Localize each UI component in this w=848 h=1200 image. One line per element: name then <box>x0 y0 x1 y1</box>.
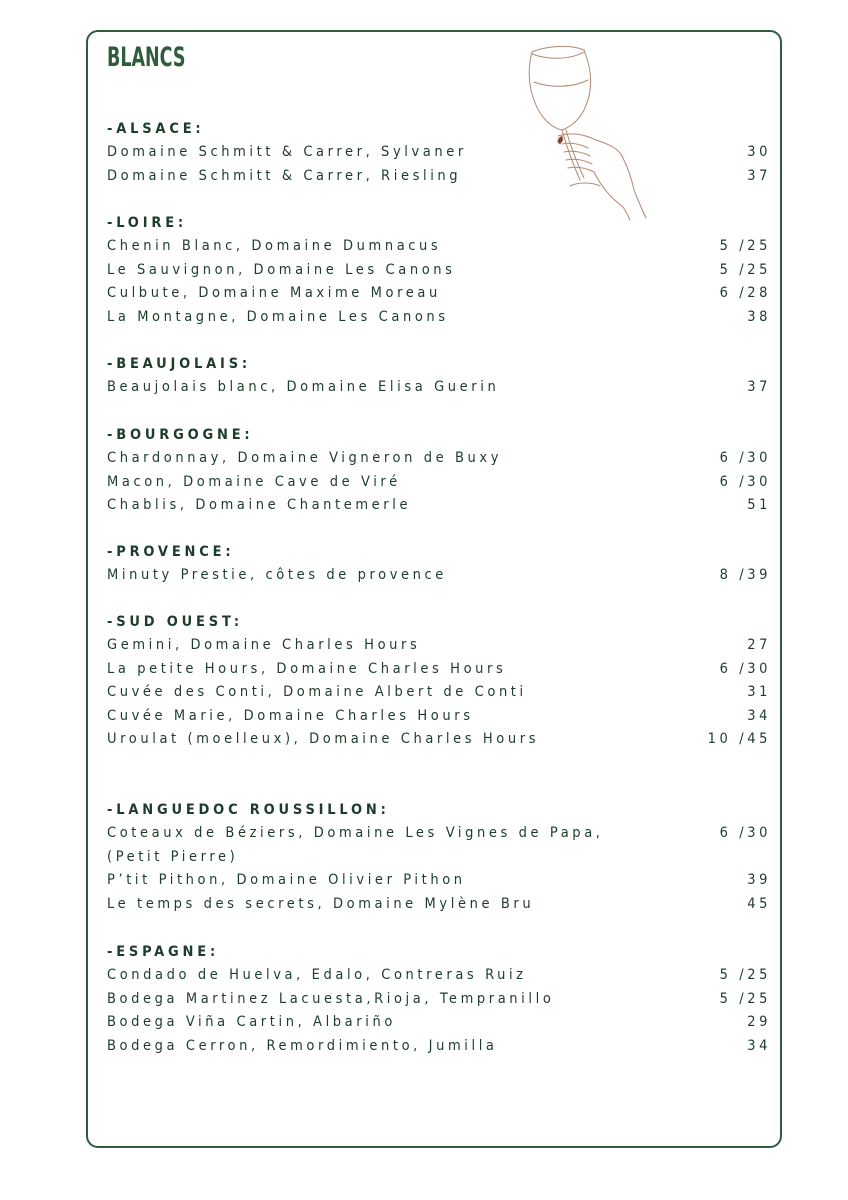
menu-item <box>107 822 771 845</box>
menu-item <box>107 235 771 258</box>
wine-price: 6 /28 <box>719 285 771 302</box>
section-beaujolais <box>107 353 771 400</box>
wine-price: 29 <box>747 1014 771 1031</box>
section-espagne <box>107 941 771 1058</box>
section-languedoc-roussillon <box>107 799 771 916</box>
wine-name: Le temps des secrets, Domaine Mylène Bru <box>107 895 535 912</box>
wine-price: 8 /39 <box>719 567 771 584</box>
wine-price: 34 <box>747 707 771 724</box>
wine-price: 38 <box>747 308 771 325</box>
wine-price: 6 /30 <box>719 825 771 842</box>
menu-item <box>107 564 771 587</box>
menu-item <box>107 306 771 329</box>
wine-name: Condado de Huelva, Edalo, Contreras Ruiz <box>107 967 527 984</box>
wine-name: La petite Hours, Domaine Charles Hours <box>107 660 507 677</box>
wine-name: Gemini, Domaine Charles Hours <box>107 637 421 654</box>
section-heading: -ALSACE: <box>107 121 205 137</box>
menu-item <box>107 705 771 728</box>
page-title: BLANCS <box>107 42 186 73</box>
wine-price: 37 <box>747 167 771 184</box>
menu-item <box>107 376 771 399</box>
wine-price: 10 /45 <box>707 730 771 747</box>
section-loire <box>107 212 771 329</box>
menu-item <box>107 1035 771 1058</box>
section-heading: -BEAUJOLAIS: <box>107 356 251 372</box>
wine-price: 51 <box>747 497 771 514</box>
section-provence <box>107 541 771 588</box>
wine-price: 6 /30 <box>719 473 771 490</box>
wine-name: Chenin Blanc, Domaine Dumnacus <box>107 238 442 255</box>
menu-item <box>107 1011 771 1034</box>
menu-item <box>107 658 771 681</box>
section-bourgogne <box>107 424 771 518</box>
menu-item <box>107 869 771 892</box>
section-heading: -BOURGOGNE: <box>107 427 254 443</box>
wine-name: La Montagne, Domaine Les Canons <box>107 308 449 325</box>
wine-name: Le Sauvignon, Domaine Les Canons <box>107 261 456 278</box>
menu-item <box>107 282 771 305</box>
menu-item <box>107 728 771 751</box>
section-heading: -SUD OUEST: <box>107 614 243 630</box>
menu-item <box>107 165 771 188</box>
menu-item <box>107 964 771 987</box>
wine-name: Culbute, Domaine Maxime Moreau <box>107 285 441 302</box>
menu-item <box>107 494 771 517</box>
wine-price: 31 <box>747 684 771 701</box>
wine-name: Cuvée Marie, Domaine Charles Hours <box>107 707 474 724</box>
menu-item <box>107 681 771 704</box>
wine-price: 37 <box>747 379 771 396</box>
wine-name: Domaine Schmitt & Carrer, Riesling <box>107 167 462 184</box>
wine-price: 27 <box>747 637 771 654</box>
menu-item <box>107 846 771 869</box>
wine-name: Cuvée des Conti, Domaine Albert de Conti <box>107 684 527 701</box>
wine-name: Chardonnay, Domaine Vigneron de Buxy <box>107 450 503 467</box>
wine-price: 5 /25 <box>719 261 771 278</box>
wine-price: 39 <box>747 872 771 889</box>
section-heading: -ESPAGNE: <box>107 944 220 960</box>
menu-item <box>107 471 771 494</box>
section-heading: -LANGUEDOC ROUSSILLON: <box>107 802 390 818</box>
wine-price: 6 /30 <box>719 450 771 467</box>
wine-price: 5 /25 <box>719 990 771 1007</box>
wine-name: Domaine Schmitt & Carrer, Sylvaner <box>107 144 467 161</box>
menu-item <box>107 259 771 282</box>
menu-item <box>107 141 771 164</box>
menu-item <box>107 447 771 470</box>
wine-price: 34 <box>747 1037 771 1054</box>
menu-item <box>107 634 771 657</box>
wine-price: 30 <box>747 144 771 161</box>
section-heading: -LOIRE: <box>107 215 187 231</box>
wine-price: 5 /25 <box>719 967 771 984</box>
wine-name: Macon, Domaine Cave de Viré <box>107 473 401 490</box>
wine-name: Uroulat (moelleux), Domaine Charles Hours <box>107 730 540 747</box>
wine-name: Beaujolais blanc, Domaine Elisa Guerin <box>107 379 500 396</box>
menu-item <box>107 988 771 1011</box>
section-sud-ouest <box>107 611 771 751</box>
menu-item <box>107 893 771 916</box>
section-heading: -PROVENCE: <box>107 544 235 560</box>
wine-name: Bodega Viña Cartin, Albariño <box>107 1014 396 1031</box>
wine-name: Bodega Martinez Lacuesta,Rioja, Tempranillo <box>107 990 555 1007</box>
wine-price: 6 /30 <box>719 660 771 677</box>
wine-name: Coteaux de Béziers, Domaine Les Vignes de Papa, <box>107 825 604 842</box>
section-alsace <box>107 118 771 188</box>
wine-name: P’tit Pithon, Domaine Olivier Pithon <box>107 872 466 889</box>
wine-price: 5 /25 <box>719 238 771 255</box>
wine-name: Bodega Cerron, Remordimiento, Jumilla <box>107 1037 498 1054</box>
wine-price: 45 <box>747 895 771 912</box>
wine-name: (Petit Pierre) <box>107 848 239 865</box>
wine-name: Chablis, Domaine Chantemerle <box>107 497 412 514</box>
wine-name: Minuty Prestie, côtes de provence <box>107 567 447 584</box>
